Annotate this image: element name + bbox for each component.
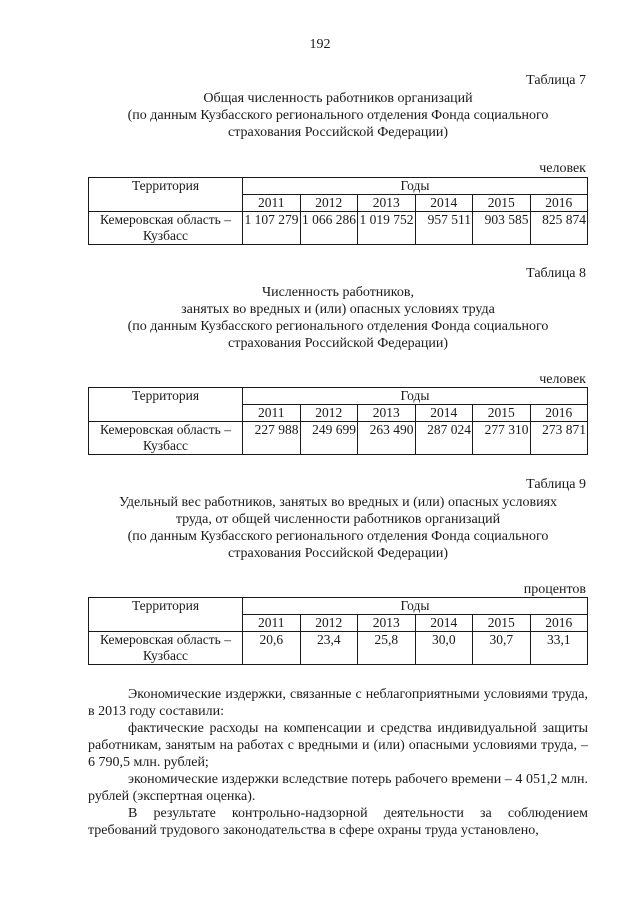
value-cell: 957 511 [415, 212, 473, 245]
value-cell: 25,8 [358, 632, 416, 665]
years-header: Годы [243, 598, 588, 615]
table-9 [88, 597, 588, 665]
year-header: 2016 [530, 405, 588, 422]
year-header: 2012 [300, 405, 358, 422]
table-row [89, 212, 588, 245]
table-7-title: Общая численность работников организаций (по данным Кузбасского регионального отделения Фонда социального страхования Российской Федерации) [127, 91, 549, 140]
table-9-unit: процентов [523, 582, 586, 597]
value-cell: 825 874 [530, 212, 588, 245]
year-header: 2013 [358, 615, 416, 632]
paragraph: Экономические издержки, связанные с неблагоприятными условиями труда, в 2013 году составили: [88, 687, 588, 719]
year-header: 2014 [415, 615, 473, 632]
page-number: 192 [309, 37, 331, 52]
year-header: 2013 [358, 405, 416, 422]
table-8-label: Таблица 8 [526, 266, 586, 281]
year-header: 2011 [243, 405, 301, 422]
year-header: 2013 [358, 195, 416, 212]
table-row [89, 632, 588, 665]
paragraph: фактические расходы на компенсации и средства индивидуальной защиты работникам, занятым на работах с вредными и (или) опасными условиями труда, – 6 790,5 млн. рублей; [88, 721, 588, 770]
table-7-label: Таблица 7 [526, 73, 586, 88]
value-cell: 903 585 [473, 212, 531, 245]
year-header: 2011 [243, 195, 301, 212]
table-8-unit: человек [539, 372, 586, 387]
table-8-title: Численность работников, занятых во вредных и (или) опасных условиях труда (по данным Кузбасского регионального отделения Фонда социального страхования Российской Федерации) [127, 285, 549, 351]
value-cell: 249 699 [300, 422, 358, 455]
value-cell: 33,1 [530, 632, 588, 665]
value-cell: 1 066 286 [300, 212, 358, 245]
paragraph: экономические издержки вследствие потерь рабочего времени – 4 051,2 млн. рублей (экспертная оценка). [88, 772, 588, 804]
year-header: 2014 [415, 195, 473, 212]
table-9-label: Таблица 9 [526, 477, 586, 492]
value-cell: 30,7 [473, 632, 531, 665]
value-cell: 1 019 752 [358, 212, 416, 245]
year-header: 2012 [300, 195, 358, 212]
value-cell: 23,4 [300, 632, 358, 665]
year-header: 2015 [473, 615, 531, 632]
year-header: 2011 [243, 615, 301, 632]
territory-header: Территория [89, 178, 243, 212]
value-cell: 263 490 [358, 422, 416, 455]
territory-header: Территория [89, 598, 243, 632]
value-cell: 227 988 [243, 422, 301, 455]
year-header: 2012 [300, 615, 358, 632]
value-cell: 277 310 [473, 422, 531, 455]
value-cell: 1 107 279 [243, 212, 301, 245]
years-header: Годы [243, 388, 588, 405]
table-7 [88, 177, 588, 245]
year-header: 2015 [473, 405, 531, 422]
table-9-title: Удельный вес работников, занятых во вредных и (или) опасных условиях труда, от общей численности работников организаций (по данным Кузбасского регионального отделения Фонда социального страхования Российской Федерации) [118, 495, 558, 561]
table-8 [88, 387, 588, 455]
body-text [88, 686, 588, 839]
value-cell: 273 871 [530, 422, 588, 455]
territory-cell: Кемеровская область – Кузбасс [89, 212, 243, 245]
year-header: 2015 [473, 195, 531, 212]
value-cell: 287 024 [415, 422, 473, 455]
territory-cell: Кемеровская область – Кузбасс [89, 422, 243, 455]
table-row [89, 422, 588, 455]
year-header: 2014 [415, 405, 473, 422]
year-header: 2016 [530, 195, 588, 212]
territory-header: Территория [89, 388, 243, 422]
years-header: Годы [243, 178, 588, 195]
value-cell: 20,6 [243, 632, 301, 665]
year-header: 2016 [530, 615, 588, 632]
value-cell: 30,0 [415, 632, 473, 665]
table-7-unit: человек [539, 161, 586, 176]
paragraph: В результате контрольно-надзорной деятельности за соблюдением требований трудового законодательства в сфере охраны труда установлено, [88, 806, 588, 838]
territory-cell: Кемеровская область – Кузбасс [89, 632, 243, 665]
